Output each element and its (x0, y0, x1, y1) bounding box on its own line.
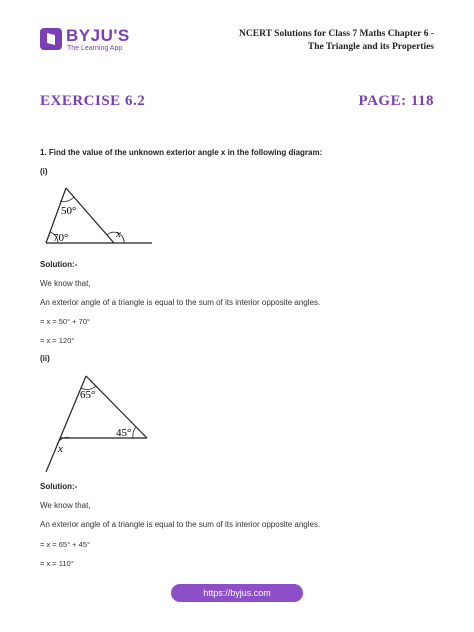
angle-arc-right (133, 427, 136, 438)
solution2-line2: An exterior angle of a triangle is equal to the sum of its interior opposite angles. (40, 520, 321, 529)
triangle-diagram-1 (36, 180, 156, 250)
angle-label-top: 50° (61, 205, 77, 217)
solution1-heading: Solution:- (40, 260, 78, 269)
solution1-line4: = x = 120° (40, 336, 75, 345)
header-title-line2: The Triangle and its Properties (307, 42, 434, 52)
triangle-diagram-2 (36, 368, 156, 476)
solution2-line4: = x = 110° (40, 559, 74, 568)
angle-label-top: 65° (80, 389, 96, 401)
logo-tagline: The Learning App (67, 45, 123, 52)
part1-label: (i) (40, 167, 48, 176)
exercise-title: EXERCISE 6.2 (40, 93, 146, 109)
header-title-line1: NCERT Solutions for Class 7 Maths Chapter 6 - (239, 29, 434, 39)
solution2-line1: We know that, (40, 501, 91, 510)
logo-name: BYJU'S (66, 26, 130, 45)
part2-label: (ii) (40, 354, 50, 363)
solution1-line2: An exterior angle of a triangle is equal to the sum of its interior opposite angles. (40, 298, 321, 307)
angle-label-right: 45° (116, 427, 132, 439)
logo-glyph-icon (45, 32, 57, 46)
header-title (194, 28, 434, 54)
solution1-line1: We know that, (40, 279, 91, 288)
exterior-label: x (58, 443, 63, 455)
solution2-line3: = x = 65° + 45° (40, 540, 90, 549)
footer-url-link[interactable]: https://byjus.com (171, 584, 303, 602)
exterior-label: x (116, 228, 121, 240)
page-number: PAGE: 118 (358, 93, 434, 109)
question-text: 1. Find the value of the unknown exterior angle x in the following diagram: (40, 148, 323, 157)
solution2-heading: Solution:- (40, 482, 78, 491)
angle-label-left: 70° (53, 232, 69, 244)
solution1-line3: = x = 50° + 70° (40, 317, 90, 326)
